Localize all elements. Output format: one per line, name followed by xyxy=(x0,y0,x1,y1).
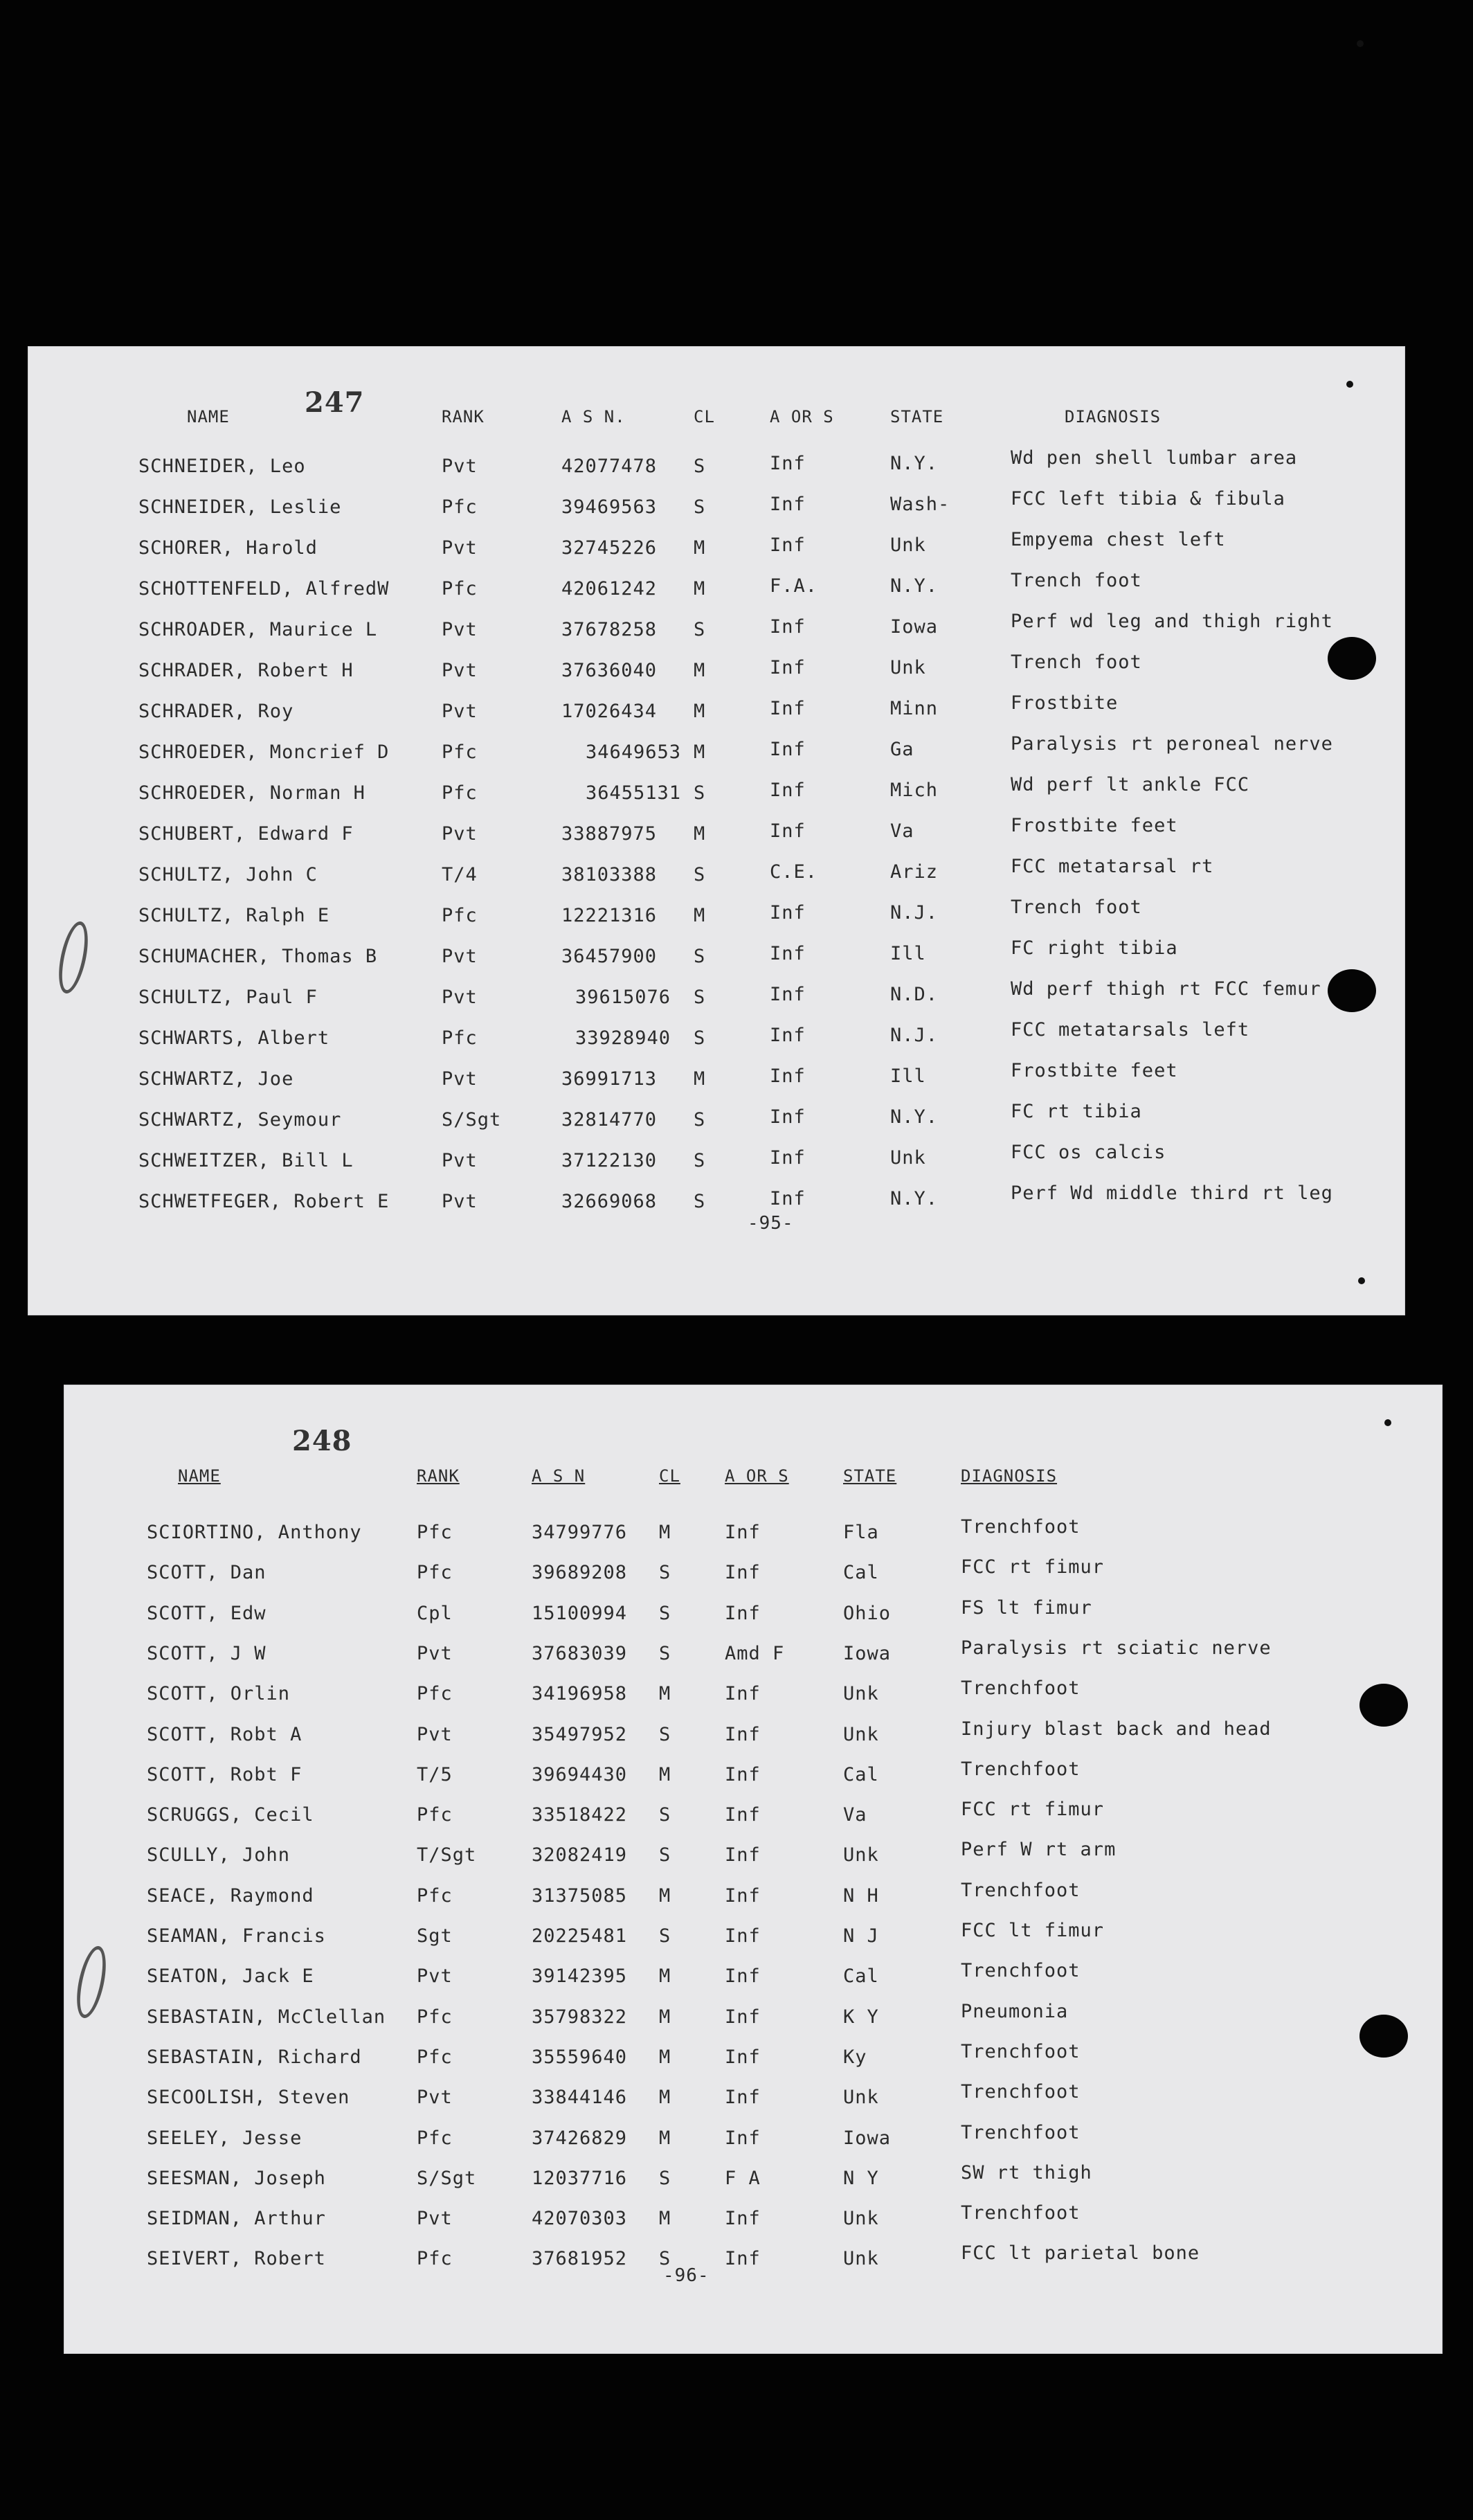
row-14-class: M xyxy=(659,2046,671,2068)
row-17-arm-or-service: Inf xyxy=(770,1106,806,1128)
row-14-arm-or-service: Inf xyxy=(725,2046,761,2068)
row-5-class: S xyxy=(694,619,706,640)
row-4-class: M xyxy=(694,578,706,600)
row-15-class: M xyxy=(659,2087,671,2109)
row-2-state: Wash- xyxy=(890,494,950,515)
row-12-arm-or-service: Inf xyxy=(725,1965,761,1988)
row-6-diagnosis: Trench foot xyxy=(1011,651,1142,673)
row-17-rank: S/Sgt xyxy=(442,1109,502,1131)
row-17-diagnosis: SW rt thigh xyxy=(961,2161,1092,2184)
row-11-class: S xyxy=(694,864,706,885)
row-1-state: N.Y. xyxy=(890,453,939,474)
row-4-arm-or-service: Amd F xyxy=(725,1642,785,1664)
row-19-class: S xyxy=(694,1191,706,1212)
row-13-arm-or-service: Inf xyxy=(725,2006,761,2028)
row-18-diagnosis: Trenchfoot xyxy=(961,2202,1081,2224)
row-13-state: K Y xyxy=(843,2006,879,2028)
row-11-rank: Sgt xyxy=(417,1925,453,1947)
row-17-name: SCHWARTZ, Seymour xyxy=(138,1109,342,1131)
row-8-name: SCRUGGS, Cecil xyxy=(147,1804,314,1826)
row-12-diagnosis: Trench foot xyxy=(1011,897,1142,918)
row-9-name: SCULLY, John xyxy=(147,1844,291,1866)
row-2-rank: Pfc xyxy=(417,1562,453,1584)
rank-header: RANK xyxy=(417,1466,460,1486)
row-18-arm-or-service: Inf xyxy=(725,2208,761,2230)
row-3-diagnosis: FS lt fimur xyxy=(961,1596,1092,1619)
row-11-asn: 20225481 xyxy=(532,1925,628,1947)
row-14-name: SCHULTZ, Paul F xyxy=(138,987,318,1008)
row-12-asn: 12221316 xyxy=(561,905,658,926)
row-18-rank: Pvt xyxy=(442,1150,478,1171)
row-17-asn: 12037716 xyxy=(532,2167,628,2189)
row-16-diagnosis: Frostbite feet xyxy=(1011,1060,1178,1081)
row-18-arm-or-service: Inf xyxy=(770,1147,806,1169)
row-2-name: SCOTT, Dan xyxy=(147,1562,266,1584)
row-5-state: Unk xyxy=(843,1683,879,1705)
row-18-diagnosis: FCC os calcis xyxy=(1011,1142,1166,1163)
class-header: CL xyxy=(659,1466,680,1486)
row-7-class: M xyxy=(659,1763,671,1785)
row-14-asn: 35559640 xyxy=(532,2046,628,2068)
row-6-asn: 35497952 xyxy=(532,1723,628,1745)
row-16-asn: 36991713 xyxy=(561,1068,658,1090)
row-3-arm-or-service: Inf xyxy=(770,534,806,556)
row-1-diagnosis: Trenchfoot xyxy=(961,1516,1081,1538)
row-18-class: S xyxy=(694,1150,706,1171)
row-16-class: M xyxy=(694,1068,706,1090)
row-19-asn: 37681952 xyxy=(532,2248,628,2270)
row-9-asn: 32082419 xyxy=(532,1844,628,1866)
diagnosis-header: DIAGNOSIS xyxy=(1065,407,1162,426)
corner-speck xyxy=(1358,1277,1365,1284)
row-5-name: SCHROADER, Maurice L xyxy=(138,619,378,640)
row-13-rank: Pvt xyxy=(442,946,478,967)
page-number: 248 xyxy=(292,1425,352,1457)
row-9-class: S xyxy=(694,782,706,804)
class-header: CL xyxy=(694,407,715,426)
rank-header: RANK xyxy=(442,407,485,426)
row-18-class: M xyxy=(659,2208,671,2230)
name-header: NAME xyxy=(178,1466,221,1486)
row-5-name: SCOTT, Orlin xyxy=(147,1683,291,1705)
row-13-name: SCHUMACHER, Thomas B xyxy=(138,946,378,967)
row-14-class: S xyxy=(694,987,706,1008)
row-15-arm-or-service: Inf xyxy=(725,2087,761,2109)
punch-hole-top xyxy=(1328,637,1376,680)
diagnosis-header: DIAGNOSIS xyxy=(961,1466,1058,1486)
row-7-asn: 17026434 xyxy=(561,701,658,722)
row-18-name: SCHWEITZER, Bill L xyxy=(138,1150,354,1171)
row-9-class: S xyxy=(659,1844,671,1866)
row-1-arm-or-service: Inf xyxy=(770,453,806,474)
row-19-rank: Pvt xyxy=(442,1191,478,1212)
row-5-diagnosis: Perf wd leg and thigh right xyxy=(1011,611,1333,632)
row-15-rank: Pfc xyxy=(442,1027,478,1049)
row-16-rank: Pvt xyxy=(442,1068,478,1090)
row-16-name: SCHWARTZ, Joe xyxy=(138,1068,294,1090)
punch-hole-bottom xyxy=(1359,2015,1408,2058)
row-15-name: SCHWARTS, Albert xyxy=(138,1027,330,1049)
row-5-arm-or-service: Inf xyxy=(725,1683,761,1705)
row-4-name: SCOTT, J W xyxy=(147,1642,266,1664)
row-7-name: SCHRADER, Roy xyxy=(138,701,294,722)
row-3-class: M xyxy=(694,537,706,559)
row-11-diagnosis: FCC lt fimur xyxy=(961,1920,1105,1941)
row-2-class: S xyxy=(659,1562,671,1584)
row-12-arm-or-service: Inf xyxy=(770,902,806,924)
row-10-name: SCHUBERT, Edward F xyxy=(138,823,354,845)
row-8-asn: 34649653 xyxy=(586,741,682,763)
row-10-arm-or-service: Inf xyxy=(725,1884,761,1907)
row-11-name: SCHULTZ, John C xyxy=(138,864,318,885)
row-1-diagnosis: Wd pen shell lumbar area xyxy=(1011,447,1298,469)
row-3-state: Unk xyxy=(890,534,926,556)
row-5-rank: Pfc xyxy=(417,1683,453,1705)
row-4-asn: 42061242 xyxy=(561,578,658,600)
row-10-arm-or-service: Inf xyxy=(770,820,806,842)
row-6-class: S xyxy=(659,1723,671,1745)
row-12-class: M xyxy=(694,905,706,926)
row-7-rank: Pvt xyxy=(442,701,478,722)
row-10-state: N H xyxy=(843,1884,879,1907)
asn-header: A S N xyxy=(532,1466,586,1486)
margin-mark xyxy=(71,1943,111,2020)
row-14-diagnosis: Wd perf thigh rt FCC femur xyxy=(1011,978,1321,1000)
row-5-asn: 34196958 xyxy=(532,1683,628,1705)
row-15-diagnosis: Trenchfoot xyxy=(961,2081,1081,2103)
row-7-class: M xyxy=(694,701,706,722)
row-15-rank: Pvt xyxy=(417,2087,453,2109)
row-19-arm-or-service: Inf xyxy=(725,2248,761,2270)
row-6-rank: Pvt xyxy=(442,660,478,681)
row-8-rank: Pfc xyxy=(442,741,478,763)
row-11-diagnosis: FCC metatarsal rt xyxy=(1011,856,1214,877)
row-13-rank: Pfc xyxy=(417,2006,453,2028)
row-1-arm-or-service: Inf xyxy=(725,1522,761,1543)
row-2-state: Cal xyxy=(843,1562,879,1584)
corner-speck xyxy=(1346,381,1353,388)
row-11-state: Ariz xyxy=(890,861,939,883)
row-15-asn: 33928940 xyxy=(575,1027,671,1049)
row-11-arm-or-service: C.E. xyxy=(770,861,818,883)
row-15-arm-or-service: Inf xyxy=(770,1025,806,1046)
row-12-name: SEATON, Jack E xyxy=(147,1965,314,1988)
row-1-rank: Pfc xyxy=(417,1522,453,1543)
asn-header: A S N. xyxy=(561,407,626,426)
row-13-diagnosis: Pneumonia xyxy=(961,2000,1069,2022)
row-10-diagnosis: Trenchfoot xyxy=(961,1879,1081,1901)
row-19-name: SCHWETFEGER, Robert E xyxy=(138,1191,390,1212)
row-19-asn: 32669068 xyxy=(561,1191,658,1212)
page-footer: -96- xyxy=(663,2265,710,2286)
row-8-rank: Pfc xyxy=(417,1804,453,1826)
row-6-name: SCOTT, Robt A xyxy=(147,1723,302,1745)
row-5-state: Iowa xyxy=(890,616,939,638)
row-2-class: S xyxy=(694,496,706,518)
row-16-diagnosis: Trenchfoot xyxy=(961,2121,1081,2143)
edge-speck xyxy=(1357,40,1364,47)
row-1-name: SCIORTINO, Anthony xyxy=(147,1522,362,1543)
row-18-name: SEIDMAN, Arthur xyxy=(147,2208,326,2230)
row-18-asn: 37122130 xyxy=(561,1150,658,1171)
row-10-rank: Pfc xyxy=(417,1884,453,1907)
row-8-asn: 33518422 xyxy=(532,1804,628,1826)
row-16-class: M xyxy=(659,2127,671,2149)
row-1-asn: 34799776 xyxy=(532,1522,628,1543)
row-8-arm-or-service: Inf xyxy=(770,739,806,760)
row-7-arm-or-service: Inf xyxy=(725,1763,761,1785)
row-12-asn: 39142395 xyxy=(532,1965,628,1988)
row-6-rank: Pvt xyxy=(417,1723,453,1745)
row-5-arm-or-service: Inf xyxy=(770,616,806,638)
row-1-rank: Pvt xyxy=(442,456,478,477)
row-4-rank: Pvt xyxy=(417,1642,453,1664)
row-14-state: N.D. xyxy=(890,984,939,1005)
row-3-diagnosis: Empyema chest left xyxy=(1011,529,1226,550)
row-14-rank: Pvt xyxy=(442,987,478,1008)
row-16-arm-or-service: Inf xyxy=(725,2127,761,2149)
row-15-diagnosis: FCC metatarsals left xyxy=(1011,1019,1250,1041)
row-6-arm-or-service: Inf xyxy=(725,1723,761,1745)
row-4-rank: Pfc xyxy=(442,578,478,600)
row-16-asn: 37426829 xyxy=(532,2127,628,2149)
row-9-name: SCHROEDER, Norman H xyxy=(138,782,365,804)
row-4-diagnosis: Paralysis rt sciatic nerve xyxy=(961,1637,1272,1659)
row-10-asn: 33887975 xyxy=(561,823,658,845)
row-7-name: SCOTT, Robt F xyxy=(147,1763,302,1785)
row-6-class: M xyxy=(694,660,706,681)
row-3-state: Ohio xyxy=(843,1602,892,1624)
row-12-diagnosis: Trenchfoot xyxy=(961,1960,1081,1982)
row-10-diagnosis: Frostbite feet xyxy=(1011,815,1178,836)
row-10-class: M xyxy=(694,823,706,845)
row-7-arm-or-service: Inf xyxy=(770,698,806,719)
row-5-rank: Pvt xyxy=(442,619,478,640)
row-3-arm-or-service: Inf xyxy=(725,1602,761,1624)
row-13-asn: 36457900 xyxy=(561,946,658,967)
row-14-arm-or-service: Inf xyxy=(770,984,806,1005)
row-6-state: Unk xyxy=(890,657,926,678)
row-13-state: Ill xyxy=(890,943,926,964)
row-14-asn: 39615076 xyxy=(575,987,671,1008)
row-19-name: SEIVERT, Robert xyxy=(147,2248,326,2270)
row-3-rank: Cpl xyxy=(417,1602,453,1624)
row-9-arm-or-service: Inf xyxy=(725,1844,761,1866)
row-3-name: SCHORER, Harold xyxy=(138,537,318,559)
row-17-rank: S/Sgt xyxy=(417,2167,477,2189)
row-10-state: Va xyxy=(890,820,914,842)
row-8-name: SCHROEDER, Moncrief D xyxy=(138,741,390,763)
corner-speck xyxy=(1384,1419,1391,1426)
row-2-arm-or-service: Inf xyxy=(725,1562,761,1584)
row-14-state: Ky xyxy=(843,2046,867,2068)
row-8-state: Va xyxy=(843,1804,867,1826)
page-number: 247 xyxy=(305,386,365,419)
row-13-diagnosis: FC right tibia xyxy=(1011,937,1178,959)
row-17-class: S xyxy=(659,2167,671,2189)
row-4-state: N.Y. xyxy=(890,575,939,597)
row-4-diagnosis: Trench foot xyxy=(1011,570,1142,591)
row-1-class: S xyxy=(694,456,706,477)
row-17-arm-or-service: F A xyxy=(725,2167,761,2189)
row-4-state: Iowa xyxy=(843,1642,892,1664)
row-6-state: Unk xyxy=(843,1723,879,1745)
row-5-class: M xyxy=(659,1683,671,1705)
row-13-name: SEBASTAIN, McClellan xyxy=(147,2006,386,2028)
row-10-asn: 31375085 xyxy=(532,1884,628,1907)
row-8-diagnosis: FCC rt fimur xyxy=(961,1799,1105,1821)
row-2-diagnosis: FCC left tibia & fibula xyxy=(1011,488,1285,510)
page-footer: -95- xyxy=(748,1213,794,1234)
row-1-class: M xyxy=(659,1522,671,1543)
row-8-arm-or-service: Inf xyxy=(725,1804,761,1826)
row-5-asn: 37678258 xyxy=(561,619,658,640)
row-2-diagnosis: FCC rt fimur xyxy=(961,1556,1105,1578)
row-14-name: SEBASTAIN, Richard xyxy=(147,2046,362,2068)
row-3-name: SCOTT, Edw xyxy=(147,1602,266,1624)
row-13-class: S xyxy=(694,946,706,967)
row-4-name: SCHOTTENFELD, AlfredW xyxy=(138,578,390,600)
row-2-name: SCHNEIDER, Leslie xyxy=(138,496,342,518)
row-13-asn: 35798322 xyxy=(532,2006,628,2028)
row-9-asn: 36455131 xyxy=(586,782,682,804)
row-13-class: M xyxy=(659,2006,671,2028)
row-18-rank: Pvt xyxy=(417,2208,453,2230)
row-10-class: M xyxy=(659,1884,671,1907)
row-9-rank: T/Sgt xyxy=(417,1844,477,1866)
row-19-diagnosis: Perf Wd middle third rt leg xyxy=(1011,1182,1333,1204)
row-16-state: Ill xyxy=(890,1065,926,1087)
row-1-asn: 42077478 xyxy=(561,456,658,477)
row-17-state: N.Y. xyxy=(890,1106,939,1128)
row-15-state: Unk xyxy=(843,2087,879,2109)
row-2-rank: Pfc xyxy=(442,496,478,518)
row-4-asn: 37683039 xyxy=(532,1642,628,1664)
row-12-rank: Pfc xyxy=(442,905,478,926)
row-12-name: SCHULTZ, Ralph E xyxy=(138,905,330,926)
record-sheet-247 xyxy=(28,346,1405,1315)
row-3-asn: 15100994 xyxy=(532,1602,628,1624)
row-1-name: SCHNEIDER, Leo xyxy=(138,456,306,477)
row-19-rank: Pfc xyxy=(417,2248,453,2270)
row-1-state: Fla xyxy=(843,1522,879,1543)
row-8-class: S xyxy=(659,1804,671,1826)
row-7-rank: T/5 xyxy=(417,1763,453,1785)
row-19-class: S xyxy=(659,2248,671,2270)
row-9-diagnosis: Wd perf lt ankle FCC xyxy=(1011,774,1250,795)
row-18-asn: 42070303 xyxy=(532,2208,628,2230)
row-17-state: N Y xyxy=(843,2167,879,2189)
row-19-arm-or-service: Inf xyxy=(770,1188,806,1209)
arm-or-service-header: A OR S xyxy=(725,1466,789,1486)
arm-or-service-header: A OR S xyxy=(770,407,834,426)
row-12-state: Cal xyxy=(843,1965,879,1988)
row-17-name: SEESMAN, Joseph xyxy=(147,2167,326,2189)
row-6-name: SCHRADER, Robert H xyxy=(138,660,354,681)
punch-hole-top xyxy=(1359,1684,1408,1727)
row-8-state: Ga xyxy=(890,739,914,760)
row-4-arm-or-service: F.A. xyxy=(770,575,818,597)
row-19-state: N.Y. xyxy=(890,1188,939,1209)
row-11-name: SEAMAN, Francis xyxy=(147,1925,326,1947)
row-8-class: M xyxy=(694,741,706,763)
row-11-asn: 38103388 xyxy=(561,864,658,885)
row-19-diagnosis: FCC lt parietal bone xyxy=(961,2242,1200,2265)
row-7-state: Cal xyxy=(843,1763,879,1785)
row-18-state: Unk xyxy=(890,1147,926,1169)
row-11-state: N J xyxy=(843,1925,879,1947)
state-header: STATE xyxy=(890,407,944,426)
row-3-rank: Pvt xyxy=(442,537,478,559)
row-9-state: Unk xyxy=(843,1844,879,1866)
row-2-arm-or-service: Inf xyxy=(770,494,806,515)
row-2-asn: 39469563 xyxy=(561,496,658,518)
record-sheet-248 xyxy=(64,1385,1443,2354)
row-5-diagnosis: Trenchfoot xyxy=(961,1677,1081,1700)
row-6-arm-or-service: Inf xyxy=(770,657,806,678)
row-12-state: N.J. xyxy=(890,902,939,924)
row-17-class: S xyxy=(694,1109,706,1131)
row-7-diagnosis: Trenchfoot xyxy=(961,1758,1081,1780)
row-17-asn: 32814770 xyxy=(561,1109,658,1131)
row-7-state: Minn xyxy=(890,698,939,719)
row-3-asn: 32745226 xyxy=(561,537,658,559)
row-6-asn: 37636040 xyxy=(561,660,658,681)
row-14-diagnosis: Trenchfoot xyxy=(961,2040,1081,2062)
row-3-class: S xyxy=(659,1602,671,1624)
row-9-diagnosis: Perf W rt arm xyxy=(961,1839,1117,1861)
row-12-class: M xyxy=(659,1965,671,1988)
row-7-asn: 39694430 xyxy=(532,1763,628,1785)
row-9-rank: Pfc xyxy=(442,782,478,804)
row-7-diagnosis: Frostbite xyxy=(1011,692,1119,714)
row-17-diagnosis: FC rt tibia xyxy=(1011,1101,1142,1122)
row-15-name: SECOOLISH, Steven xyxy=(147,2087,350,2109)
row-9-arm-or-service: Inf xyxy=(770,780,806,801)
row-19-state: Unk xyxy=(843,2248,879,2270)
name-header: NAME xyxy=(187,407,230,426)
row-10-name: SEACE, Raymond xyxy=(147,1884,314,1907)
row-2-asn: 39689208 xyxy=(532,1562,628,1584)
row-11-rank: T/4 xyxy=(442,864,478,885)
row-11-class: S xyxy=(659,1925,671,1947)
row-16-rank: Pfc xyxy=(417,2127,453,2149)
row-8-diagnosis: Paralysis rt peroneal nerve xyxy=(1011,733,1333,755)
row-12-rank: Pvt xyxy=(417,1965,453,1988)
row-16-state: Iowa xyxy=(843,2127,892,2149)
row-14-rank: Pfc xyxy=(417,2046,453,2068)
row-15-asn: 33844146 xyxy=(532,2087,628,2109)
row-18-state: Unk xyxy=(843,2208,879,2230)
margin-mark xyxy=(53,919,93,996)
row-16-arm-or-service: Inf xyxy=(770,1065,806,1087)
row-9-state: Mich xyxy=(890,780,939,801)
row-13-arm-or-service: Inf xyxy=(770,943,806,964)
row-11-arm-or-service: Inf xyxy=(725,1925,761,1947)
state-header: STATE xyxy=(843,1466,897,1486)
row-4-class: S xyxy=(659,1642,671,1664)
row-16-name: SEELEY, Jesse xyxy=(147,2127,302,2149)
row-15-class: S xyxy=(694,1027,706,1049)
row-10-rank: Pvt xyxy=(442,823,478,845)
punch-hole-bottom xyxy=(1328,969,1376,1012)
row-15-state: N.J. xyxy=(890,1025,939,1046)
row-6-diagnosis: Injury blast back and head xyxy=(961,1718,1272,1740)
